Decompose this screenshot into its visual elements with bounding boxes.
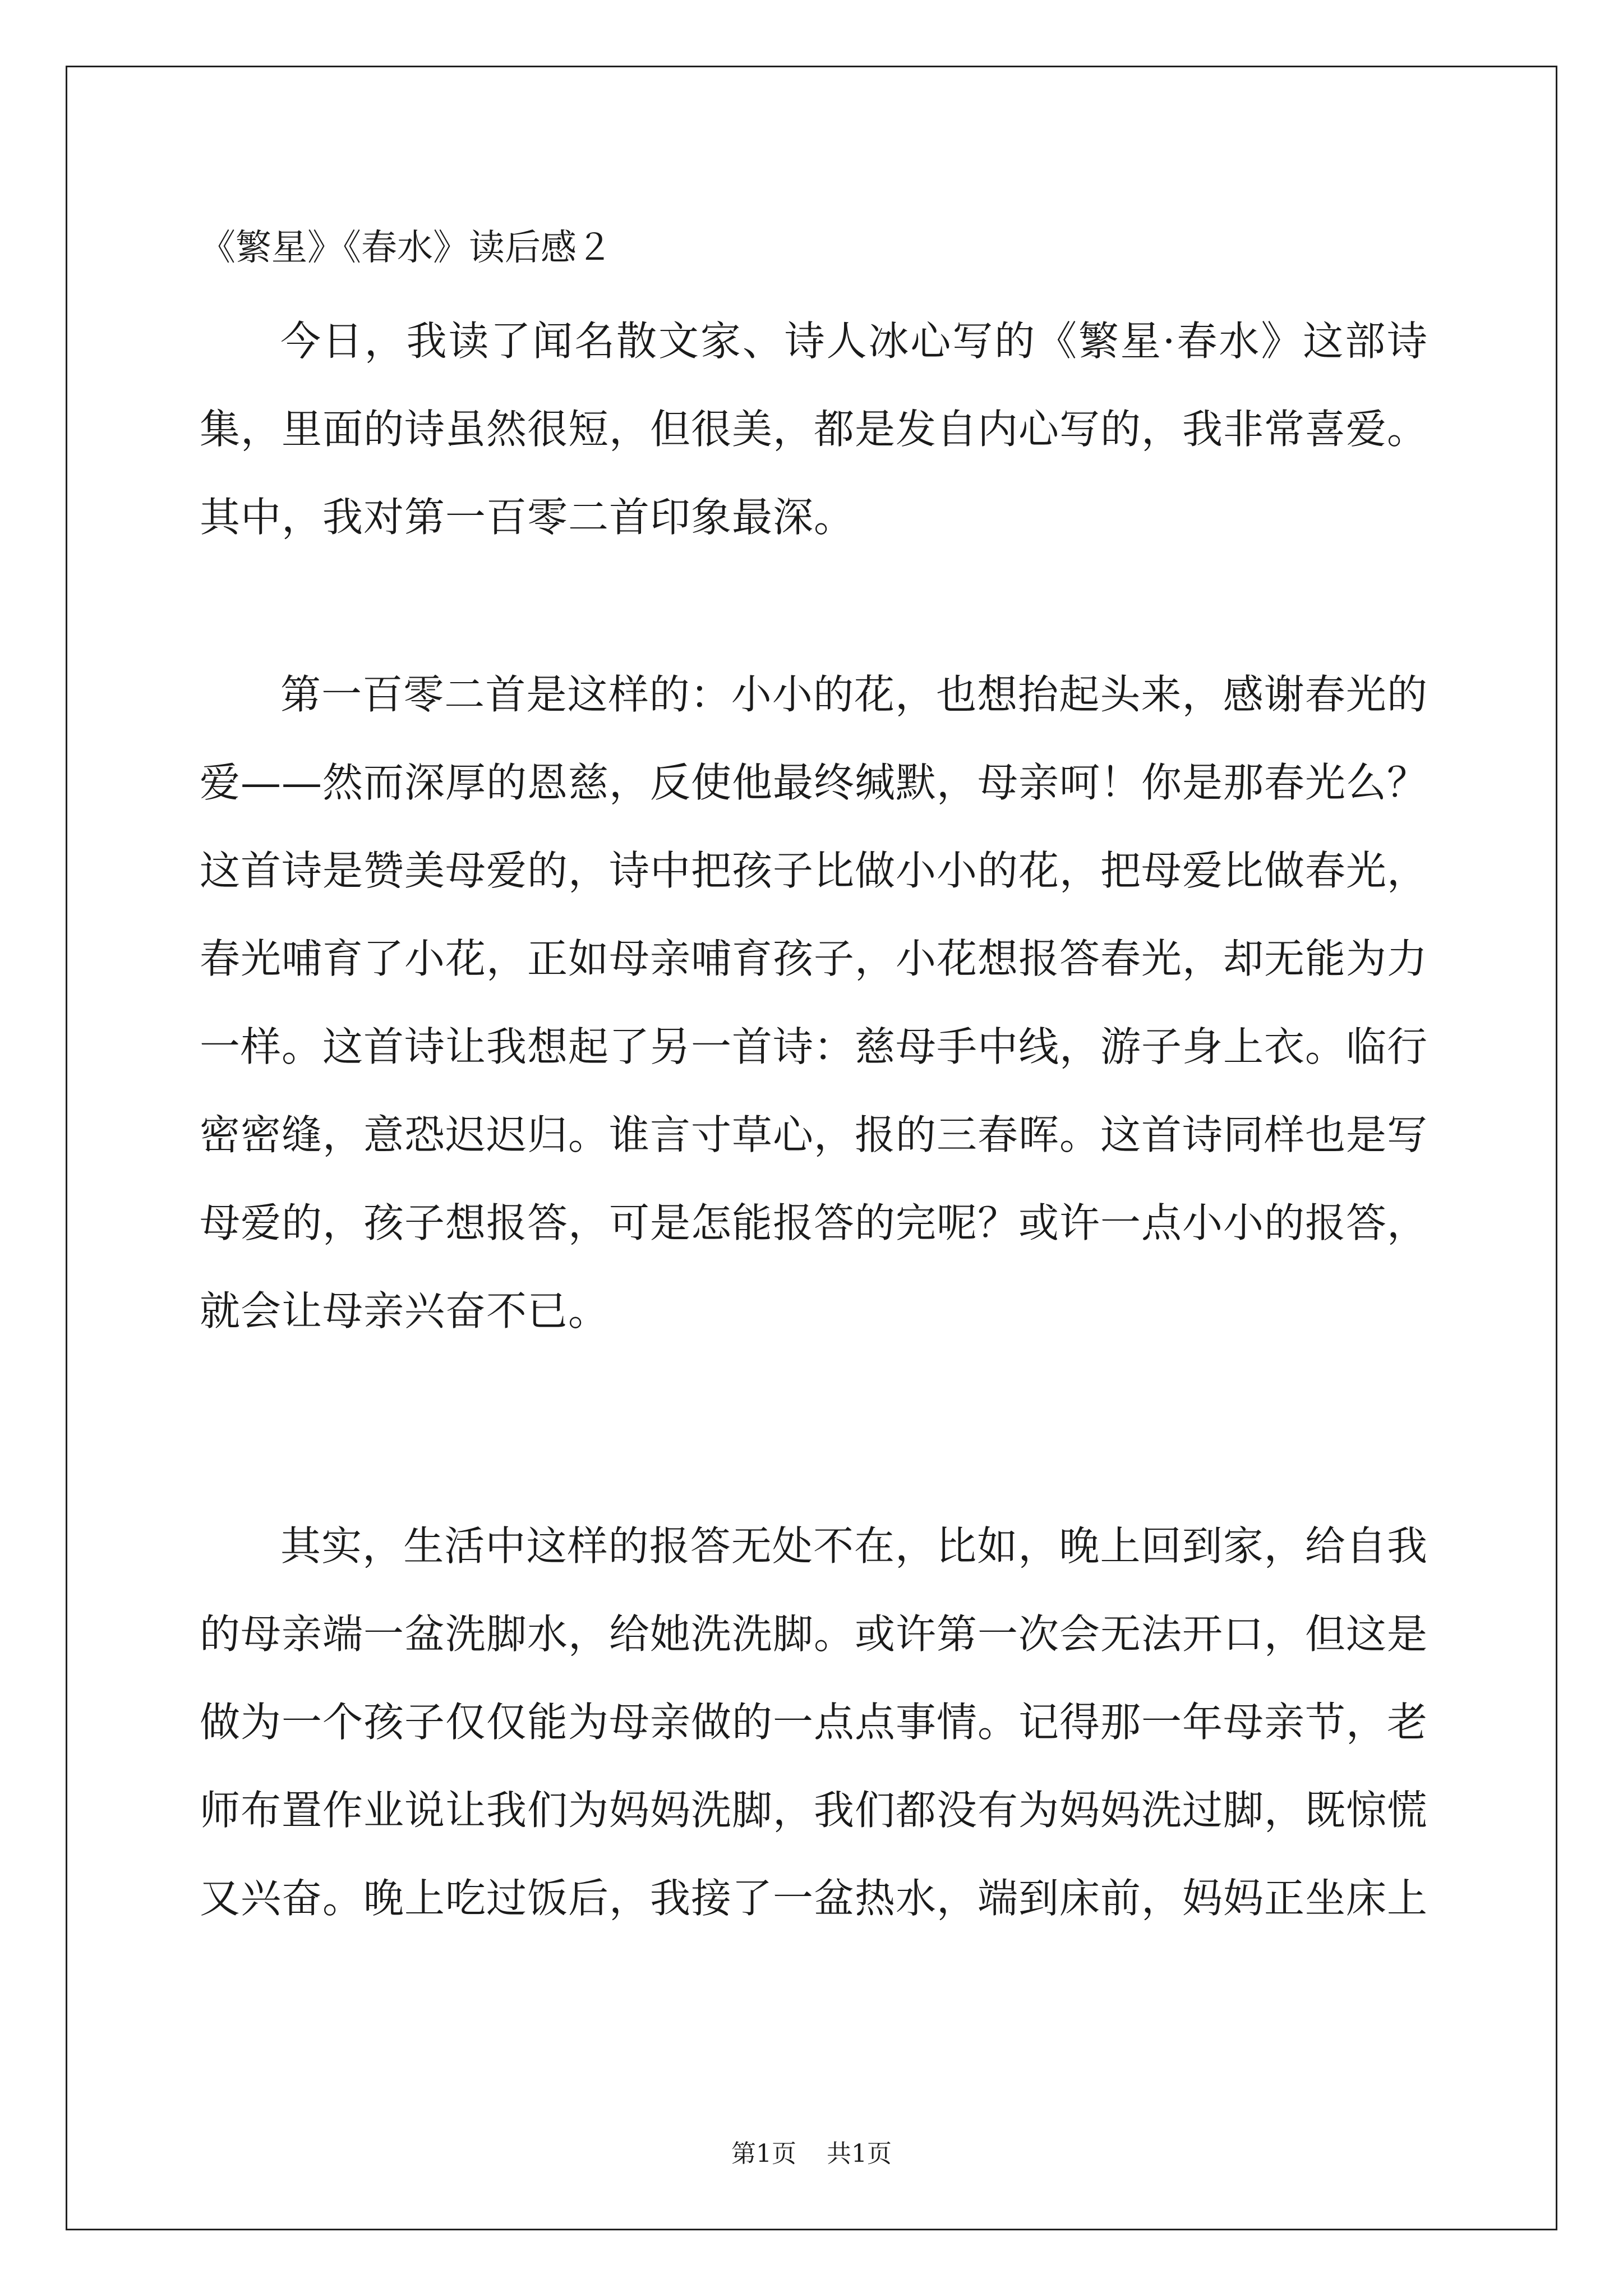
page-footer — [0, 2137, 1623, 2171]
paragraph-1: 今日，我读了闻名散文家、诗人冰心写的《繁星·春水》这部诗集，里面的诗虽然很短，但很美，都是发自内心写的，我非常喜爱。其中，我对第一百零二首印象最深。 — [200, 318, 1428, 541]
paragraph-2: 第一百零二首是这样的：小小的花，也想抬起头来，感谢春光的爱——然而深厚的恩慈，反使他最终缄默，母亲呵！你是那春光么？这首诗是赞美母爱的，诗中把孩子比做小小的花，把母爱比做春光，春光哺育了小花，正如母亲哺育孩子，小花想报答春光，却无能为力一样。这首诗让我想起了另一首诗：慈母手中线，游子身上衣。临行密密缝，意恐迟迟归。谁言寸草心，报的三春晖。这首诗同样也是写母爱的，孩子想报答，可是怎能报答的完呢？或许一点小小的报答，就会让母亲兴奋不已。 — [200, 671, 1428, 1335]
paragraph-3: 其实，生活中这样的报答无处不在，比如，晚上回到家，给自我的母亲端一盆洗脚水，给她洗洗脚。或许第一次会无法开口，但这是做为一个孩子仅仅能为母亲做的一点点事情。记得那一年母亲节，老师布置作业说让我们为妈妈洗脚，我们都没有为妈妈洗过脚，既惊慌又兴奋。晚上吃过饭后，我接了一盆热水，端到床前，妈妈正坐床上 — [200, 1522, 1428, 1922]
document-title: 《繁星》《春水》读后感２ — [200, 227, 612, 269]
page-number-total: 共1页 — [827, 2139, 892, 2168]
page-number-current: 第1页 — [731, 2139, 796, 2168]
